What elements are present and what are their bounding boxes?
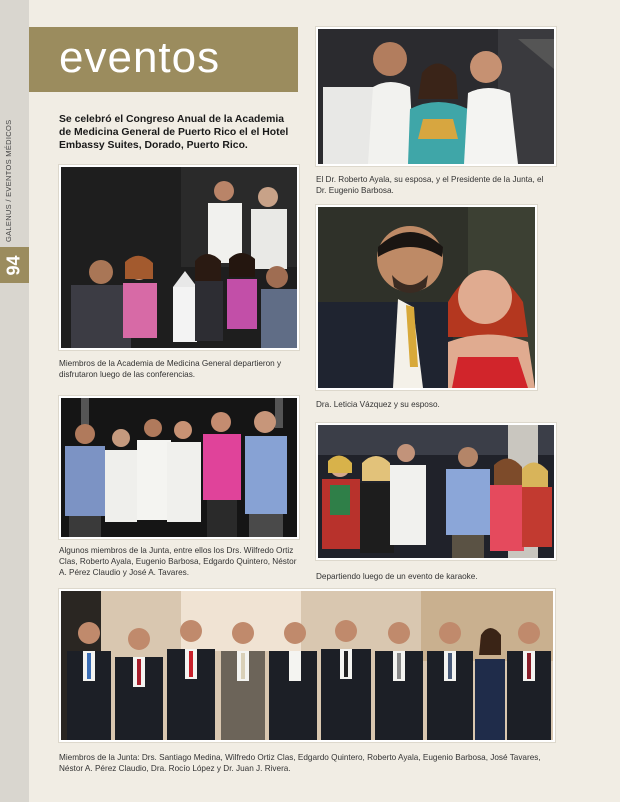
photo-karaoke-group (316, 423, 556, 560)
photo-ayala-barbosa (316, 27, 556, 166)
page-number: 94 (4, 254, 24, 276)
caption-photo-1: El Dr. Roberto Ayala, su esposa, y el Presidente de la Junta, el Dr. Eugenio Barbosa. (316, 175, 544, 195)
caption-photo-3: Dra. Leticia Vázquez y su esposo. (316, 400, 440, 409)
photo-junta-group (59, 396, 299, 539)
photo-academia-group (59, 165, 299, 350)
photo-vazquez-couple (316, 205, 537, 390)
section-title: eventos (59, 33, 221, 82)
caption-photo-6: Miembros de la Junta: Drs. Santiago Medina, Wilfredo Ortiz Clas, Edgardo Quintero, Roberto Ayala, Eugenio Barbosa, José Tavares, Néstor A. Pérez Claudio, Dra. Rocío López y Dr. Juan J. Rivera. (59, 753, 541, 773)
page-number-box (0, 247, 29, 283)
caption-photo-4: Algunos miembros de la Junta, entre ellos los Drs. Wilfredo Ortiz Clas, Roberto Ayala, Eugenio Barbosa, Edgardo Quintero, Néstor A. Pérez Claudio y José A. Tavares. (59, 546, 297, 577)
section-title-bar (29, 27, 298, 92)
caption-photo-2: Miembros de la Academia de Medicina General departieron y disfrutaron luego de las conferencias. (59, 359, 282, 379)
caption-photo-5: Departiendo luego de un evento de karaoke. (316, 572, 478, 581)
photo-junta-members (59, 589, 555, 742)
intro-text: Se celebró el Congreso Anual de la Academia de Medicina General de Puerto Rico el el Hotel Embassy Suites, Dorado, Puerto Rico. (59, 114, 289, 151)
section-label: GALENUS / EVENTOS MÉDICOS (4, 119, 13, 242)
